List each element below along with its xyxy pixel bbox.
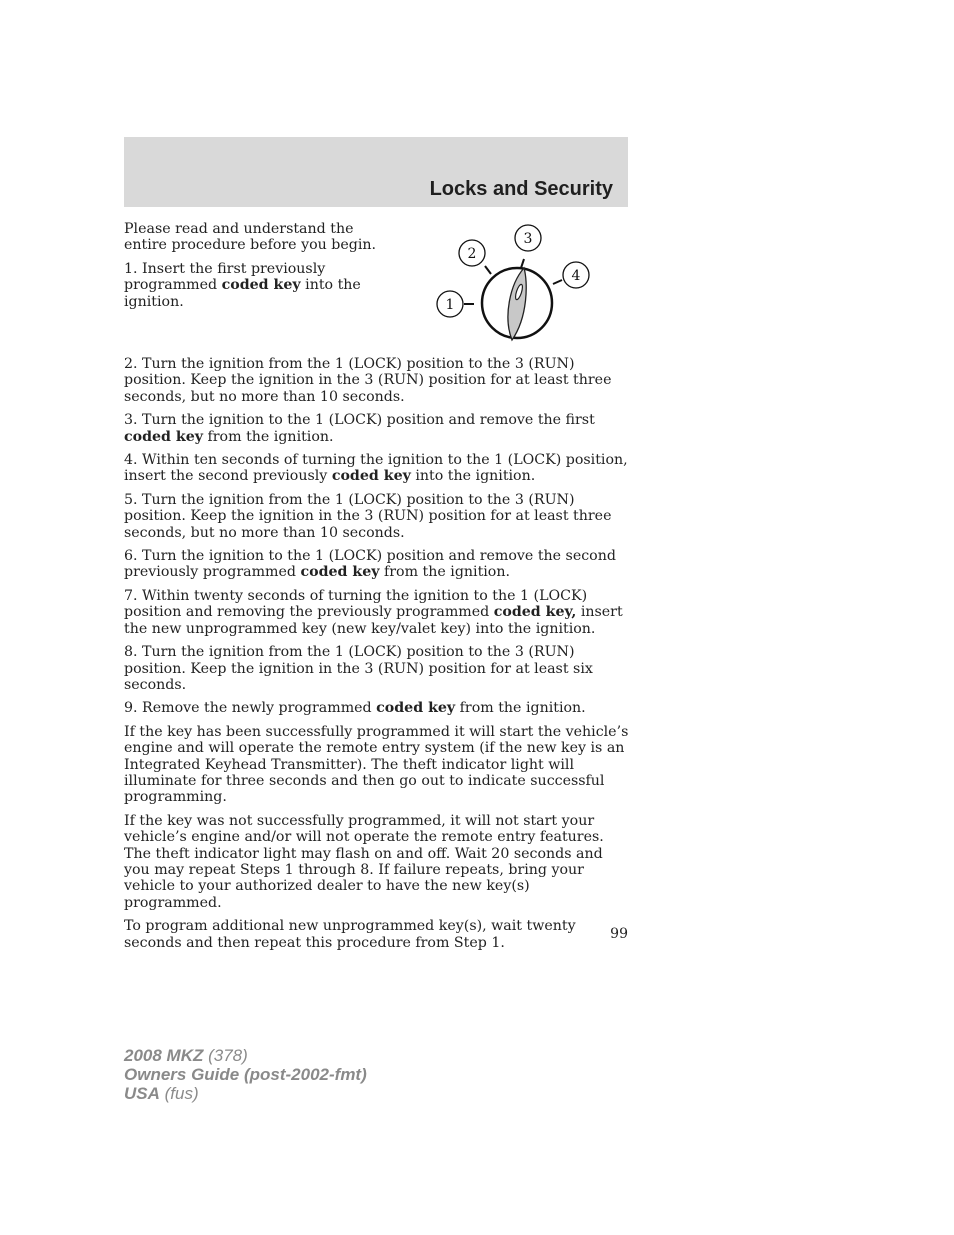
intro-paragraph: Please read and understand the entire procedure before you begin. — [124, 221, 377, 254]
step-bold: coded key — [376, 700, 456, 717]
footer-line-2 — [124, 1065, 367, 1084]
step-1 — [124, 261, 380, 310]
step-text-end: insert the new unprogrammed key (new key/valet key) into the ignition. — [124, 604, 623, 637]
step-item — [124, 644, 629, 693]
step-text: 9. Remove the newly programmed — [124, 700, 377, 717]
page-number: 99 — [610, 926, 628, 942]
step-bold: coded key, — [493, 604, 577, 621]
footer-line-1 — [124, 1046, 367, 1065]
intro-column — [124, 221, 380, 317]
step-text: 6. Turn the ignition to the 1 (LOCK) position and remove the second previously programmed — [124, 548, 616, 581]
step-bold: coded key — [300, 564, 380, 581]
tick-4 — [553, 280, 562, 284]
position-2-label: 2 — [467, 246, 477, 262]
position-4-label: 4 — [571, 268, 581, 284]
document-footer — [124, 1046, 367, 1103]
step-item — [124, 452, 629, 485]
step-1-text-end: into the ignition. — [124, 277, 361, 310]
additional-keys-paragraph: To program additional new unprogrammed key(s), wait twenty seconds and then repeat this procedure from Step 1. — [124, 918, 576, 951]
step-text-end: from the ignition. — [203, 428, 334, 445]
step-text-end: from the ignition. — [379, 564, 510, 581]
footer-model: 2008 MKZ — [124, 1046, 204, 1065]
step-text: 8. Turn the ignition from the 1 (LOCK) position to the 3 (RUN) position. Keep the ignition in the 3 (RUN) position for at least six seconds. — [124, 644, 593, 693]
step-text: 4. Within ten seconds of turning the ignition to the 1 (LOCK) position, insert the second previously — [124, 452, 628, 485]
step-1-text: 1. Insert the first previously programmed — [124, 260, 326, 294]
ignition-diagram — [430, 222, 600, 352]
step-text: 7. Within twenty seconds of turning the ignition to the 1 (LOCK) position and removing the previously programmed — [124, 587, 588, 621]
step-bold: coded key — [331, 468, 411, 485]
result-failure-paragraph: If the key was not successfully programmed, it will not start your vehicle’s engine and/or will not operate the remote entry features. The theft indicator light may flash on and off. Wait 20 seconds and you may repeat Steps 1 through 8. If failure repeats, bring your vehicle to your authorized dealer to have the new key(s) programmed. — [124, 812, 604, 911]
result-success-paragraph: If the key has been successfully programmed it will start the vehicle’s engine and will operate the remote entry system (if the new key is an Integrated Keyhead Transmitter). The theft indicator light will illuminate for three seconds and then go out to indicate successful programming. — [124, 723, 629, 806]
footer-guide: Owners Guide (post-2002-fmt) — [124, 1065, 367, 1084]
step-item — [124, 548, 629, 581]
tick-2 — [485, 266, 491, 274]
step-bold: coded key — [124, 428, 204, 445]
section-header-band — [124, 137, 628, 207]
step-item — [124, 412, 629, 445]
footer-model-code: (378) — [203, 1046, 248, 1065]
steps-list — [124, 356, 629, 717]
step-item — [124, 356, 629, 405]
step-text: 2. Turn the ignition from the 1 (LOCK) position to the 3 (RUN) position. Keep the ignition in the 3 (RUN) position for at least three seconds, but no more than 10 seconds. — [124, 356, 612, 405]
position-3-label: 3 — [523, 231, 533, 247]
step-item — [124, 700, 629, 716]
step-item — [124, 588, 629, 637]
footer-market-code: (fus) — [159, 1084, 199, 1103]
tick-3 — [521, 259, 524, 268]
footer-market: USA — [124, 1084, 160, 1103]
step-1-bold: coded key — [221, 277, 301, 294]
footer-line-3 — [124, 1084, 367, 1103]
section-title: Locks and Security — [429, 178, 613, 200]
step-text-end: from the ignition. — [455, 700, 586, 717]
step-text-end: into the ignition. — [410, 468, 536, 485]
position-1-label: 1 — [445, 297, 455, 313]
step-text: 5. Turn the ignition from the 1 (LOCK) position to the 3 (RUN) position. Keep the ignition in the 3 (RUN) position for at least three seconds, but no more than 10 seconds. — [124, 491, 612, 541]
step-item — [124, 492, 629, 541]
main-content — [124, 356, 629, 958]
step-text: 3. Turn the ignition to the 1 (LOCK) position and remove the first — [124, 412, 595, 429]
